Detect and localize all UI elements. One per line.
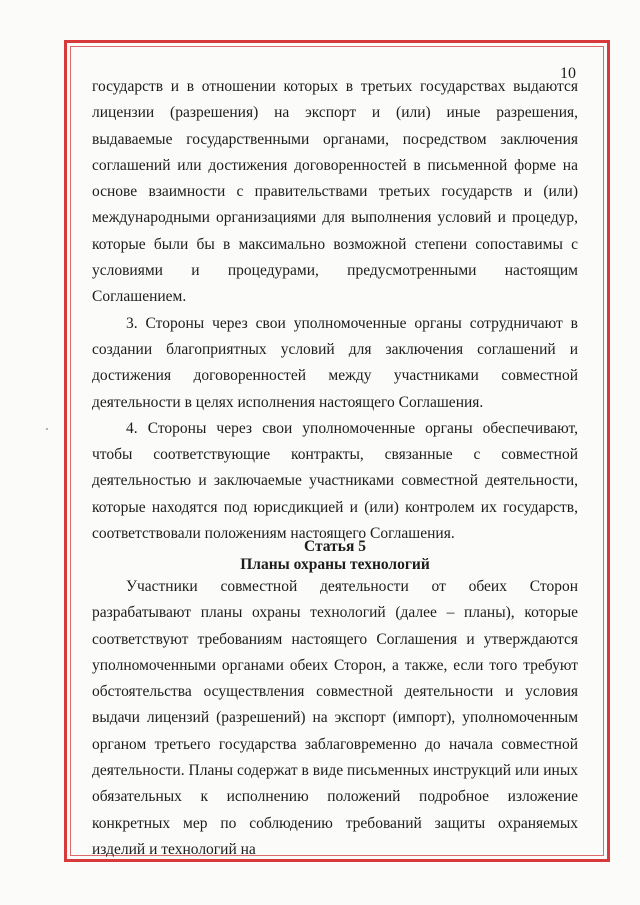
article-title: Планы охраны технологий (240, 556, 430, 573)
paragraph-item-4: 4. Стороны через свои уполномоченные органы обеспечивают, чтобы соответствующие контракты, связанные с совместной деятельностью и заключаемые участниками совместной деятельности, которые находятся под юрисдикцией и (или) контролем их государств, соответствовали положениям настоящего Соглашения. (92, 419, 578, 543)
body-text-article (92, 574, 578, 863)
paragraph-continuation: государств и в отношении которых в третьих государствах выдаются лицензии (разрешения) на экспорт и (или) иные разрешения, выдаваемые государственными органами, посредством заключения соглашений или достижения договоренностей в письменной форме на основе взаимности с правительствами третьих государств и (или) международными организациями для выполнения условий и процедур, которые были бы в максимально возможной степени сопоставимы с условиями и процедурами, предусмотренными настоящим Соглашением. (92, 78, 578, 306)
article-number: Статья 5 (304, 538, 366, 555)
body-text-top (92, 74, 578, 547)
paragraph-item-3: 3. Стороны через свои уполномоченные органы сотрудничают в создании благоприятных условий для заключения соглашений и достижения договоренностей между участниками совместной деятельности в целях исполнения настоящего Соглашения. (92, 314, 578, 411)
article-heading (92, 538, 578, 574)
scan-speck (46, 428, 48, 430)
article-body-paragraph: Участники совместной деятельности от обеих Сторон разрабатывают планы охраны технологий (далее – планы), которые соответствуют требованиям настоящего Соглашения и утверждаются уполномоченными органами обеих Сторон, а также, если того требуют обстоятельства осуществления совместной деятельности и условия выдачи лицензий (разрешений) на экспорт (импорт), уполномоченным органом третьего государства заблаговременно до начала совместной деятельности. Планы содержат в виде письменных инструкций или иных обязательных к исполнению положений подробное изложение конкретных мер по соблюдению требований защиты охраняемых изделий и технологий на (92, 578, 578, 858)
page-number: 10 (560, 65, 576, 82)
